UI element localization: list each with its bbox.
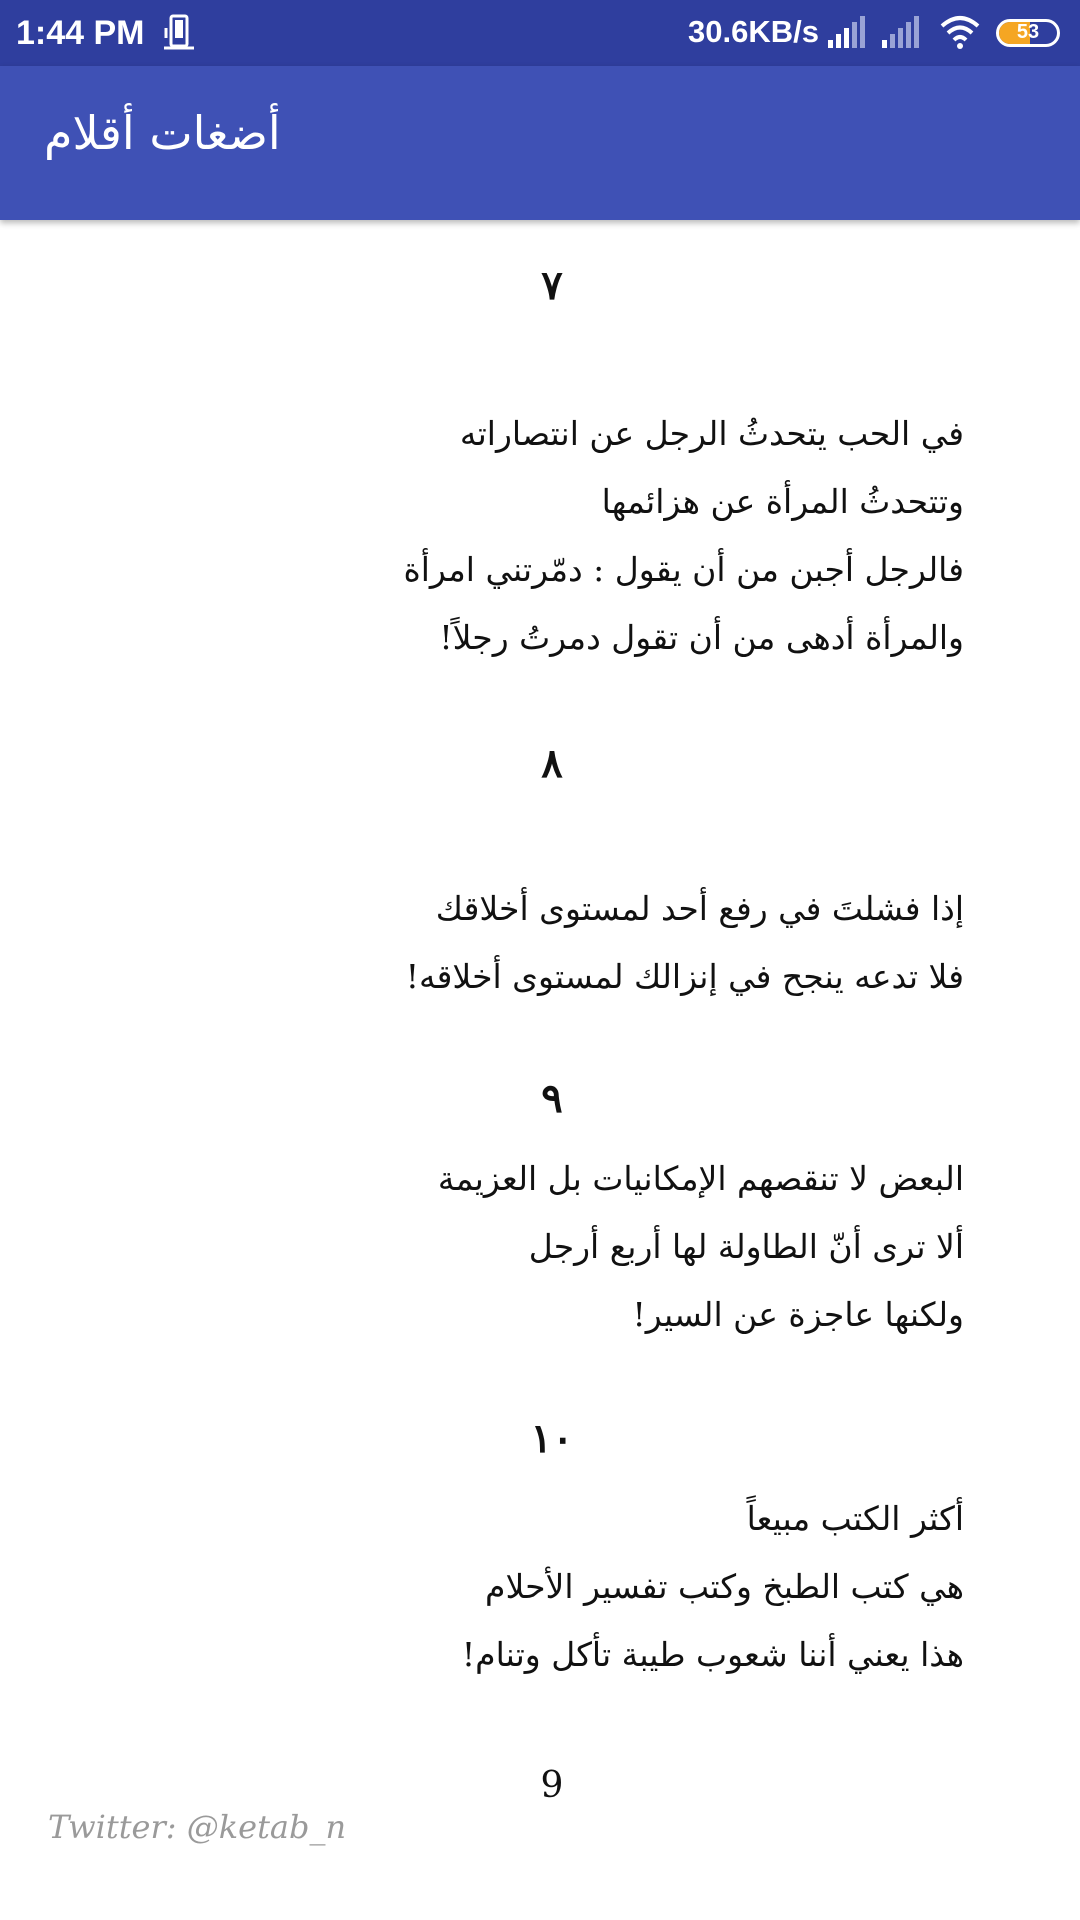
section-number: ١٠	[530, 1415, 574, 1462]
verse-line: أكثر الكتب مبيعاً	[746, 1499, 964, 1538]
status-bar	[0, 0, 1080, 66]
verse-line: والمرأة أدهى من أن تقول دمرتُ رجلاً!	[439, 618, 964, 657]
network-speed: 30.6KB/s	[688, 14, 819, 49]
stanza	[264, 400, 964, 672]
wifi-icon	[938, 14, 982, 50]
battery-icon	[996, 19, 1060, 47]
stanza	[264, 875, 964, 1011]
app-bar	[0, 66, 1080, 220]
verse-line: هذا يعني أننا شعوب طيبة تأكل وتنام!	[461, 1635, 964, 1674]
section-number: ٧	[541, 262, 563, 309]
verse-line: البعض لا تنقصهم الإمكانيات بل العزيمة	[437, 1159, 964, 1198]
twitter-watermark: Twitter: @ketab_n	[48, 1808, 347, 1846]
phone-icon	[162, 14, 196, 52]
signal-icon	[826, 16, 870, 50]
verse-line: في الحب يتحدثُ الرجل عن انتصاراته	[459, 414, 964, 453]
signal-icon	[880, 16, 924, 50]
verse-line: هي كتب الطبخ وكتب تفسير الأحلام	[485, 1567, 964, 1606]
section-number: ٨	[541, 740, 563, 787]
verse-line: ألا ترى أنّ الطاولة لها أربع أرجل	[528, 1227, 964, 1266]
verse-line: فلا تدعه ينجح في إنزالك لمستوى أخلاقه!	[405, 957, 964, 996]
verse-line: إذا فشلتَ في رفع أحد لمستوى أخلاقك	[435, 889, 964, 928]
battery-level: 53	[1016, 21, 1040, 43]
page-number: 9	[540, 1765, 564, 1806]
status-time: 1:44 PM	[16, 14, 145, 52]
stanza	[264, 1485, 964, 1689]
verse-line: فالرجل أجبن من أن يقول : دمّرتني امرأة	[403, 550, 964, 589]
stanza	[264, 1145, 964, 1349]
app-title: أضغات أقلام	[44, 106, 281, 160]
book-page[interactable]	[0, 220, 1080, 1920]
verse-line: ولكنها عاجزة عن السير!	[632, 1295, 964, 1334]
verse-line: وتتحدثُ المرأة عن هزائمها	[601, 482, 964, 521]
section-number: ٩	[541, 1075, 563, 1122]
